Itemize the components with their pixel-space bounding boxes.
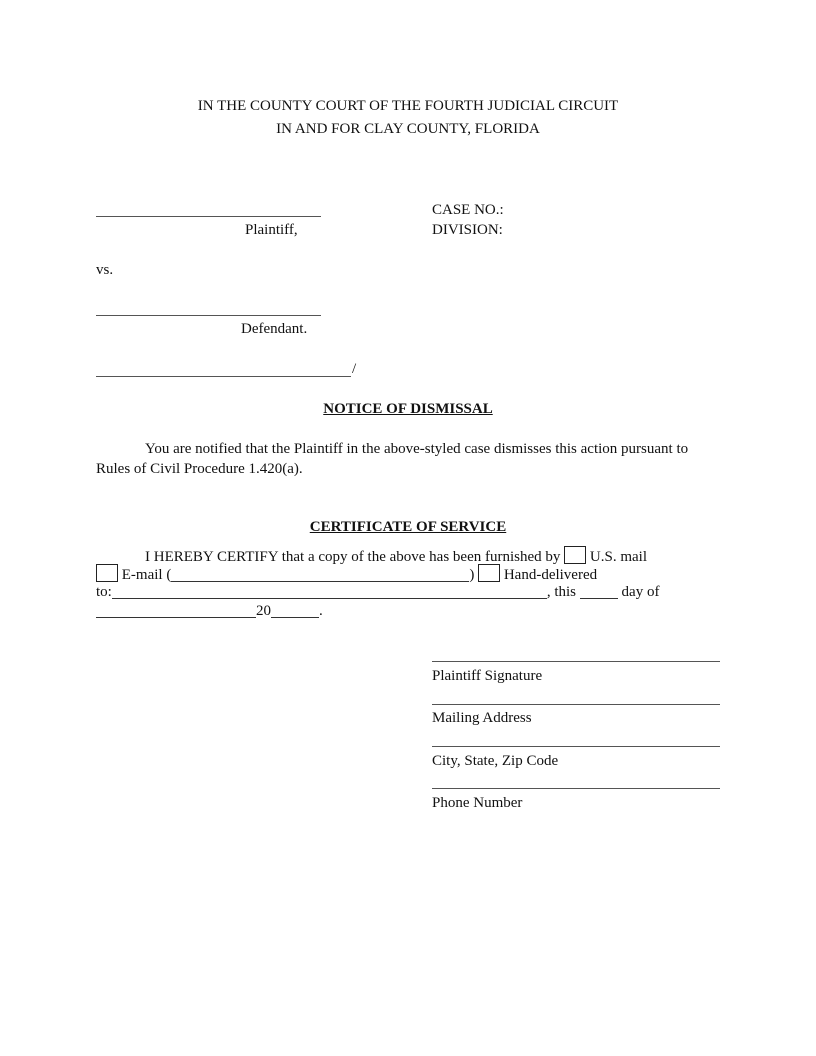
notice-body-line1: You are notified that the Plaintiff in the above-styled case dismisses this action pursuant to — [145, 441, 689, 457]
email-checkbox[interactable] — [96, 564, 118, 582]
day-blank[interactable] — [580, 584, 618, 599]
case-no-label: CASE NO.: — [432, 202, 504, 218]
us-mail-label: U.S. mail — [589, 549, 647, 565]
hand-delivered-checkbox[interactable] — [478, 564, 500, 582]
certificate-method-row — [96, 564, 597, 584]
defendant-label: Defendant. — [241, 321, 308, 337]
certificate-intro-text: I HEREBY CERTIFY that a copy of the above has been furnished by — [145, 549, 561, 565]
email-suffix: ) — [469, 567, 475, 583]
plaintiff-label: Plaintiff, — [245, 222, 298, 238]
plaintiff-name-line[interactable] — [96, 216, 321, 217]
notice-body-line2: Rules of Civil Procedure 1.420(a). — [96, 461, 303, 477]
day-of-label: day of — [621, 584, 660, 600]
caption-closing-line — [96, 376, 351, 377]
plaintiff-signature-label: Plaintiff Signature — [432, 668, 543, 684]
city-state-zip-line[interactable] — [432, 746, 720, 747]
mailing-address-label: Mailing Address — [432, 710, 532, 726]
notice-title: NOTICE OF DISMISSAL — [323, 401, 493, 417]
month-blank[interactable] — [96, 603, 256, 618]
court-header-line2: IN AND FOR CLAY COUNTY, FLORIDA — [276, 121, 540, 137]
mailing-address-line[interactable] — [432, 704, 720, 705]
recipient-blank[interactable] — [112, 584, 547, 599]
division-label: DIVISION: — [432, 222, 503, 238]
to-label: to: — [96, 584, 112, 600]
plaintiff-signature-line[interactable] — [432, 661, 720, 662]
certificate-recipient-row — [96, 583, 659, 601]
certificate-title: CERTIFICATE OF SERVICE — [309, 519, 507, 535]
court-header-line1: IN THE COUNTY COURT OF THE FOURTH JUDICIAL CIRCUIT — [197, 98, 619, 114]
year-prefix: 20 — [256, 603, 271, 619]
caption-slash: / — [352, 361, 357, 377]
this-label: , this — [546, 584, 577, 600]
us-mail-checkbox[interactable] — [564, 546, 586, 564]
year-blank[interactable] — [271, 603, 319, 618]
phone-number-label: Phone Number — [432, 795, 523, 811]
date-period: . — [319, 603, 323, 619]
city-state-zip-label: City, State, Zip Code — [432, 753, 559, 769]
email-address-blank[interactable] — [171, 567, 469, 582]
phone-number-line[interactable] — [432, 788, 720, 789]
certificate-intro-row — [145, 546, 647, 566]
email-prefix: E-mail ( — [121, 567, 172, 583]
versus-label: vs. — [96, 262, 114, 278]
defendant-name-line[interactable] — [96, 315, 321, 316]
certificate-date-row — [96, 602, 323, 620]
hand-delivered-label: Hand-delivered — [503, 567, 598, 583]
